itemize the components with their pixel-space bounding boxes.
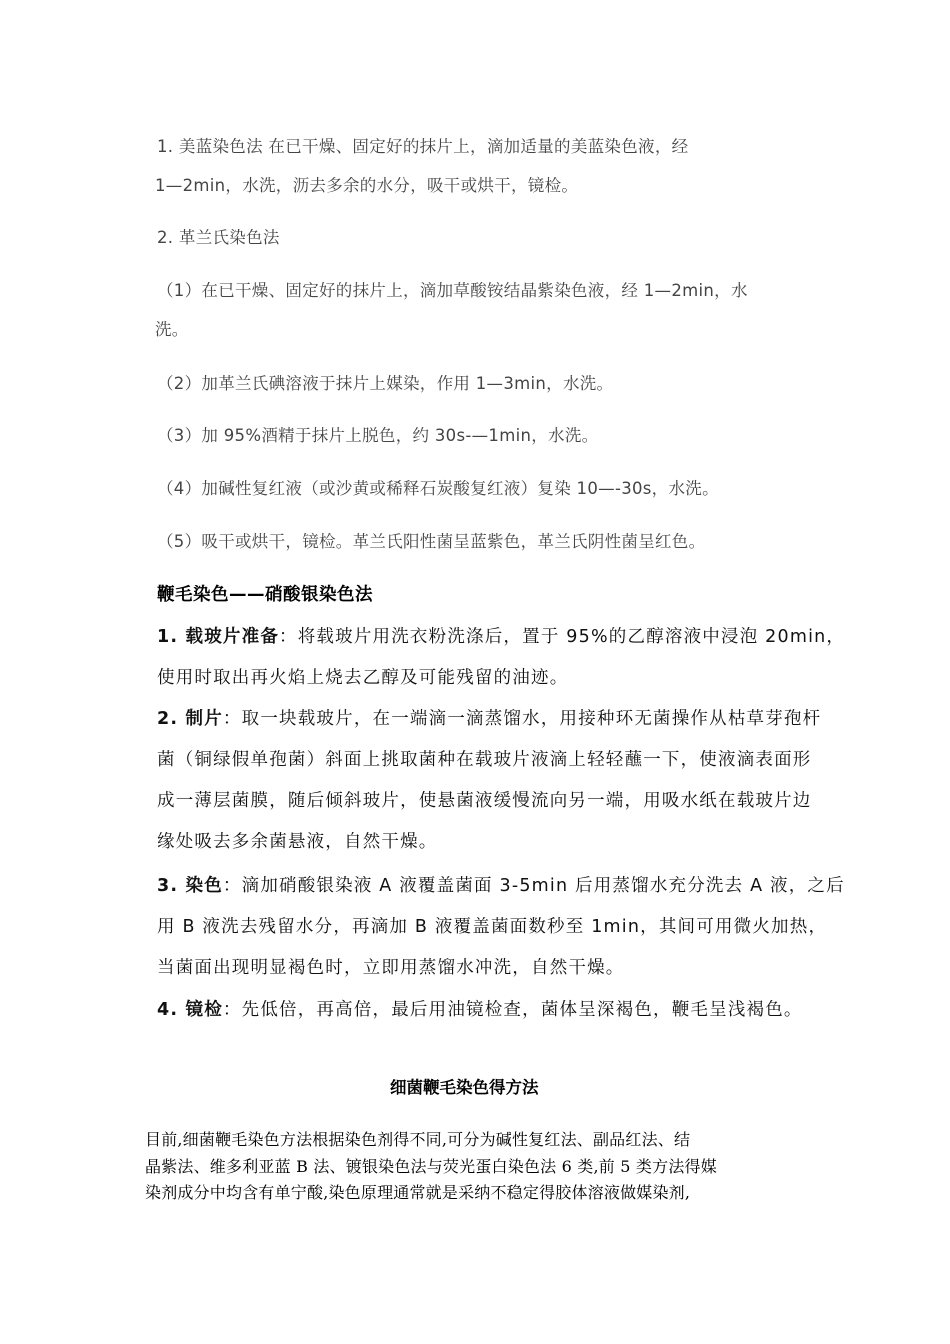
gram-step1-line2: 洗。 [155, 320, 189, 339]
gram-step3: （3）加 95%酒精于抹片上脱色，约 30s-—1min，水洗。 [157, 426, 599, 445]
gram-step5: （5）吸干或烘干，镜检。革兰氏阳性菌呈蓝紫色，革兰氏阴性菌呈红色。 [157, 532, 706, 551]
step1-paragraph-line2: 使用时取出再火焰上烧去乙醇及可能残留的油迹。 [157, 668, 569, 688]
method1-line1: 1. 美蓝染色法 在已干燥、固定好的抹片上，滴加适量的美蓝染色液，经 [157, 137, 689, 156]
step4-text: ：先低倍，再高倍，最后用油镜检查，菌体呈深褐色，鞭毛呈浅褐色。 [222, 1000, 803, 1020]
method2-title: 2. 革兰氏染色法 [157, 228, 280, 247]
section3-title: 细菌鞭毛染色得方法 [390, 1078, 539, 1097]
step4-paragraph-line1 [157, 996, 803, 1021]
step2-paragraph-line4: 缘处吸去多余菌悬液，自然干燥。 [157, 832, 438, 852]
step3-paragraph-line1 [157, 872, 845, 897]
flagella-heading: 鞭毛染色——硝酸银染色法 [157, 585, 373, 605]
step3-label: 3. 染色 [157, 876, 223, 896]
step1-paragraph-line1 [157, 623, 845, 648]
step2-paragraph-line3: 成一薄层菌膜，随后倾斜玻片，使悬菌液缓慢流向另一端，用吸水纸在载玻片边 [157, 791, 812, 811]
section3-line1: 目前,细菌鞭毛染色方法根据染色剂得不同,可分为碱性复红法、副品红法、结 [145, 1130, 691, 1149]
step2-label: 2. 制片 [157, 709, 223, 729]
method1-line2: 1—2min，水洗，沥去多余的水分，吸干或烘干，镜检。 [155, 176, 579, 195]
step4-label: 4. 镜检 [157, 1000, 223, 1020]
section3-line2: 晶紫法、维多利亚蓝 B 法、镀银染色法与荧光蛋白染色法 6 类,前 5 类方法得媒 [145, 1157, 717, 1176]
step2-paragraph-line1 [157, 705, 821, 730]
step1-text: ：将载玻片用洗衣粉洗涤后，置于 95%的乙醇溶液中浸泡 20min， [279, 627, 846, 647]
gram-step1-line1: （1）在已干燥、固定好的抹片上，滴加草酸铵结晶紫染色液，经 1—2min，水 [157, 281, 748, 300]
step3-paragraph-line3: 当菌面出现明显褐色时，立即用蒸馏水冲洗，自然干燥。 [157, 958, 625, 978]
step1-label: 1. 载玻片准备 [157, 627, 280, 647]
gram-step2: （2）加革兰氏碘溶液于抹片上媒染，作用 1—3min，水洗。 [157, 374, 614, 393]
step2-paragraph-line2: 菌（铜绿假单孢菌）斜面上挑取菌种在载玻片液滴上轻轻蘸一下，使液滴表面形 [157, 750, 812, 770]
step3-text: ：滴加硝酸银染液 A 液覆盖菌面 3-5min 后用蒸馏水充分洗去 A 液，之后 [222, 876, 845, 896]
section3-line3: 染剂成分中均含有单宁酸,染色原理通常就是采纳不稳定得胶体溶液做媒染剂, [145, 1183, 691, 1202]
gram-step4: （4）加碱性复红液（或沙黄或稀释石炭酸复红液）复染 10—-30s，水洗。 [157, 479, 719, 498]
step2-text: ：取一块载玻片，在一端滴一滴蒸馏水，用接种环无菌操作从枯草芽孢杆 [222, 709, 822, 729]
step3-paragraph-line2: 用 B 液洗去残留水分，再滴加 B 液覆盖菌面数秒至 1min，其间可用微火加热， [157, 917, 828, 937]
